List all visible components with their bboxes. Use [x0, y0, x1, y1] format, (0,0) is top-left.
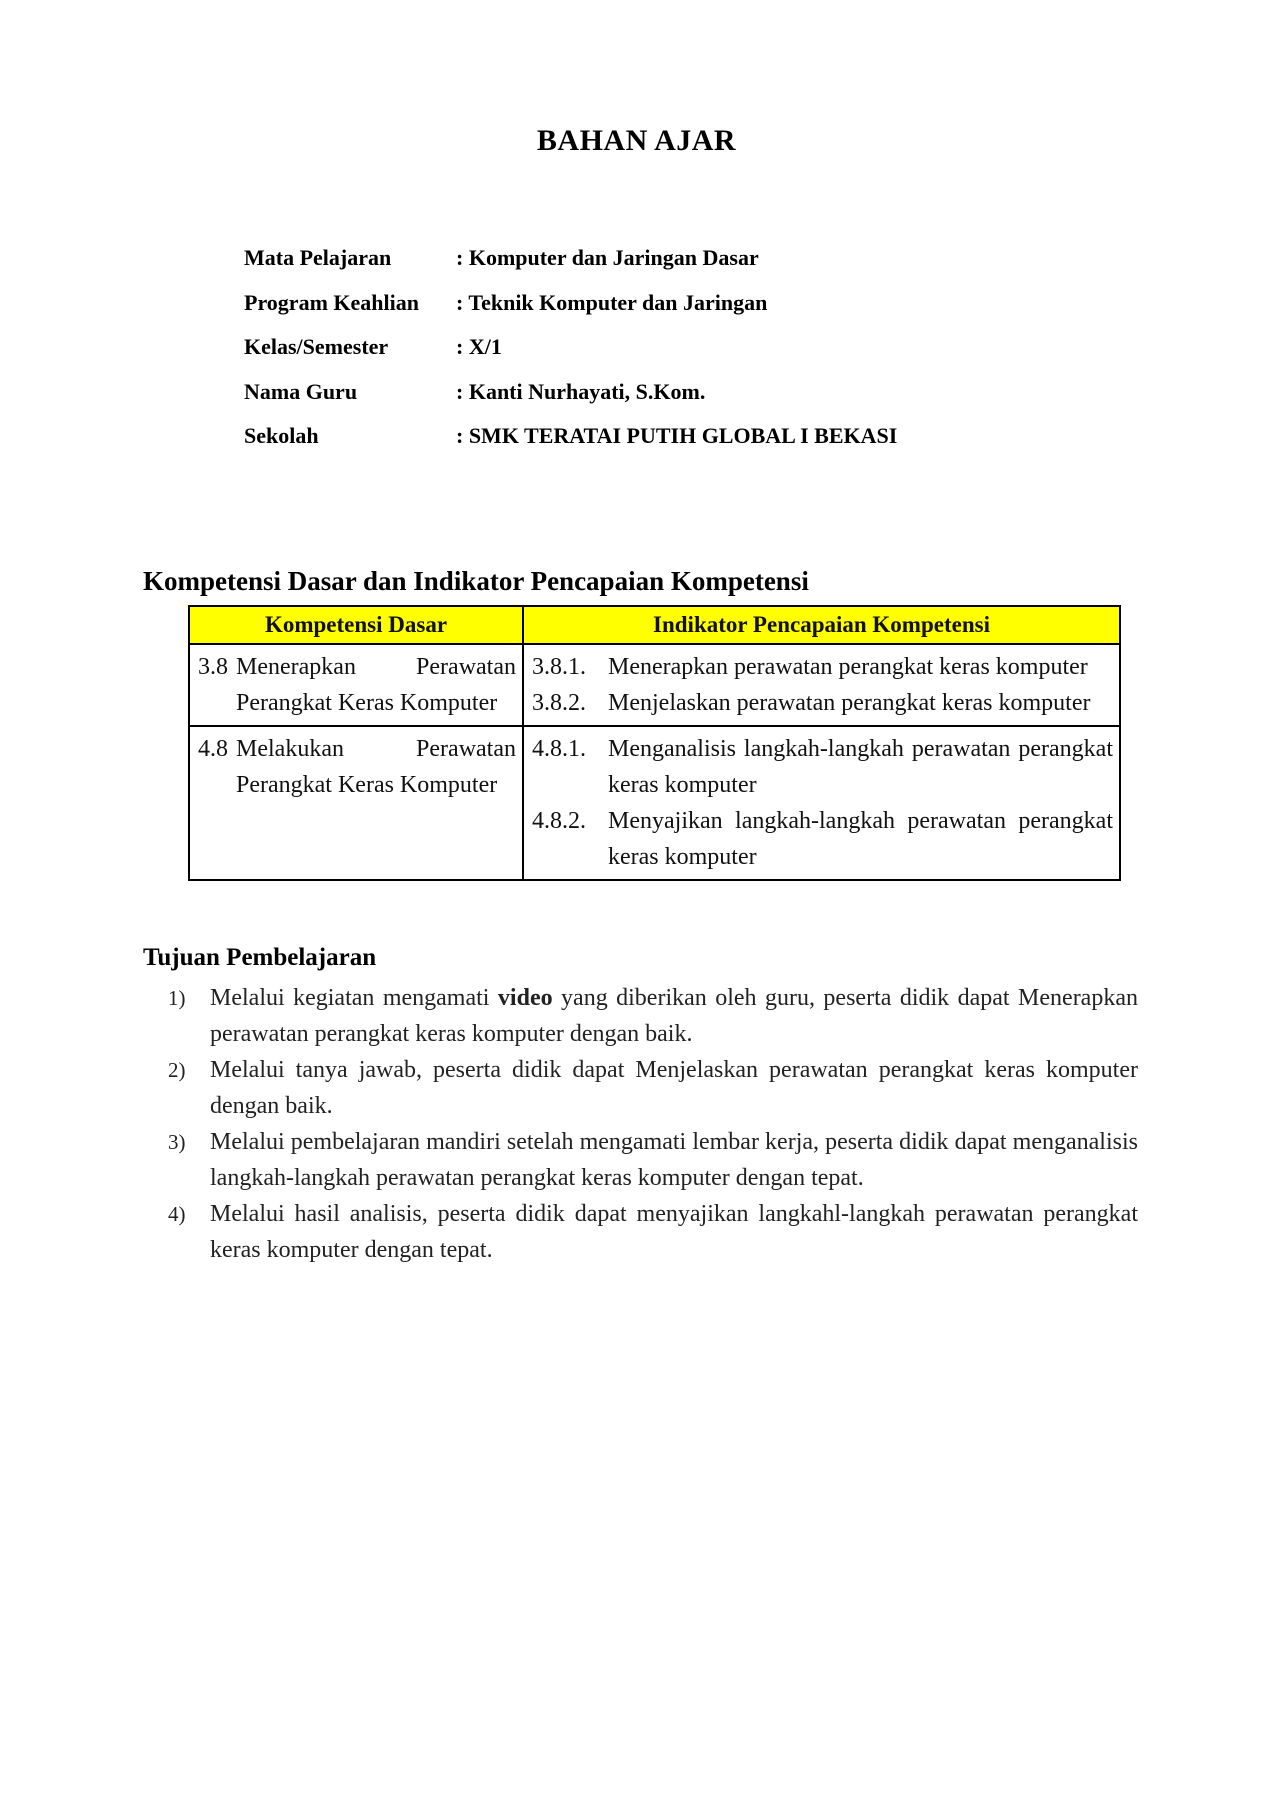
kd-cell: [189, 644, 523, 726]
tujuan-section-heading: Tujuan Pembelajaran: [143, 944, 377, 971]
meta-value: : Teknik Komputer dan Jaringan: [456, 289, 768, 315]
indikator-item: [532, 685, 1113, 721]
indikator-cell: [523, 726, 1120, 880]
indikator-number: 3.8.2.: [532, 690, 586, 716]
indikator-text: Menyajikan langkah-langkah perawatan perangkat keras komputer: [608, 808, 1113, 870]
kd-table-header-row: [189, 606, 1120, 644]
kd-section-heading: Kompetensi Dasar dan Indikator Pencapaian Kompetensi: [143, 566, 809, 596]
list-item-text: Melalui hasil analisis, peserta didik dapat menyajikan langkahl-langkah perawatan perangkat keras komputer dengan tepat.: [210, 1201, 1138, 1263]
meta-row-mata-pelajaran: [244, 236, 897, 281]
meta-label: Program Keahlian: [244, 289, 419, 315]
list-item-text-after: yang diberikan oleh guru, peserta didik dapat Menerapkan perawatan perangkat keras komputer dengan baik.: [210, 985, 1138, 1047]
meta-row-nama-guru: [244, 370, 897, 415]
list-item-text-before: Melalui kegiatan mengamati: [210, 985, 498, 1011]
kd-number: 3.8: [198, 654, 228, 680]
list-item: [168, 1124, 1138, 1196]
list-item: [168, 1196, 1138, 1268]
meta-value: : Kanti Nurhayati, S.Kom.: [456, 378, 706, 404]
list-item-text: Melalui tanya jawab, peserta didik dapat Menjelaskan perawatan perangkat keras komputer dengan baik.: [210, 1057, 1138, 1119]
tujuan-list: [168, 980, 1138, 1268]
indikator-text: Menjelaskan perawatan perangkat keras komputer: [608, 690, 1091, 716]
list-item-text: [210, 980, 1138, 1052]
list-item-text: Melalui pembelajaran mandiri setelah mengamati lembar kerja, peserta didik dapat menganalisis langkah-langkah perawatan perangkat keras komputer dengan tepat.: [210, 1129, 1138, 1191]
meta-label: Kelas/Semester: [244, 334, 389, 360]
indikator-item: [532, 649, 1113, 685]
table-row: [189, 726, 1120, 880]
meta-label: Mata Pelajaran: [244, 245, 392, 271]
indikator-number: 4.8.1.: [532, 736, 586, 762]
list-item-bold-word: video: [497, 985, 553, 1011]
meta-row-sekolah: [244, 414, 897, 459]
kd-table: [188, 605, 1121, 881]
indikator-text: Menerapkan perawatan perangkat keras komputer: [608, 654, 1088, 680]
meta-value: : Komputer dan Jaringan Dasar: [456, 245, 759, 271]
meta-value: : X/1: [456, 334, 502, 360]
indikator-item: [532, 803, 1113, 875]
indikator-item: [532, 731, 1113, 803]
kd-number: 4.8: [198, 736, 228, 762]
meta-label: Sekolah: [244, 423, 319, 449]
indikator-text: Menganalisis langkah-langkah perawatan perangkat keras komputer: [608, 736, 1113, 798]
list-item-number: 1): [168, 986, 186, 1010]
meta-row-program-keahlian: [244, 281, 897, 326]
kd-column-header: Kompetensi Dasar: [189, 606, 523, 644]
indikator-number: 3.8.1.: [532, 654, 586, 680]
meta-row-kelas-semester: [244, 325, 897, 370]
indikator-column-header: Indikator Pencapaian Kompetensi: [523, 606, 1120, 644]
metadata-block: [244, 236, 897, 459]
list-item: [168, 980, 1138, 1052]
meta-value: : SMK TERATAI PUTIH GLOBAL I BEKASI: [456, 423, 898, 449]
indikator-number: 4.8.2.: [532, 808, 586, 834]
list-item-number: 2): [168, 1058, 186, 1082]
table-row: [189, 644, 1120, 726]
document-title: BAHAN AJAR: [536, 124, 737, 157]
kd-text: Menerapkan Perawatan Perangkat Keras Komputer: [236, 654, 516, 716]
meta-label: Nama Guru: [244, 378, 358, 404]
list-item: [168, 1052, 1138, 1124]
list-item-number: 4): [168, 1202, 186, 1226]
list-item-number: 3): [168, 1130, 186, 1154]
kd-text: Melakukan Perawatan Perangkat Keras Komputer: [236, 736, 516, 798]
kd-cell: [189, 726, 523, 880]
indikator-cell: [523, 644, 1120, 726]
